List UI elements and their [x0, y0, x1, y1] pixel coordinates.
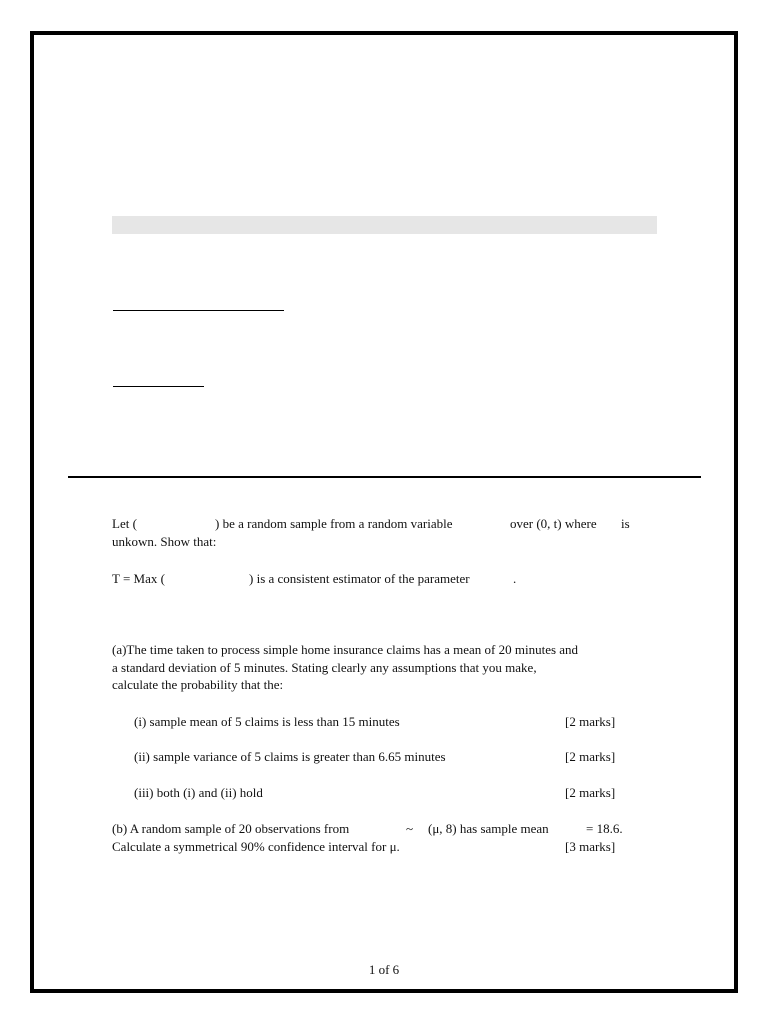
q2b-line1-tilde: ~	[406, 821, 414, 836]
q1-line2: unkown. Show that:	[112, 534, 217, 549]
section-divider	[68, 476, 701, 478]
q2a-part-iii: (iii) both (i) and (ii) hold	[134, 785, 263, 800]
q2a-part-ii: (ii) sample variance of 5 claims is greater than 6.65 minutes	[134, 749, 446, 764]
q2b-line1-end: = 18.6.	[586, 821, 623, 836]
q2a-line3: calculate the probability that the:	[112, 677, 284, 692]
q1-line3-middle: ) is a consistent estimator of the parameter	[249, 571, 470, 586]
q1-line1-interval: over (0, t) where	[510, 516, 597, 531]
q1-line1-middle: ) be a random sample from a random variable	[215, 516, 453, 531]
q2b-marks: [3 marks]	[565, 839, 616, 854]
q2b-line1-start: (b) A random sample of 20 observations from	[112, 821, 350, 836]
page-number: 1 of 6	[368, 962, 400, 977]
q1-line3-end: .	[513, 571, 517, 586]
header-shaded-bar	[112, 216, 657, 234]
underline-rule-short	[113, 386, 204, 387]
q2a-part-iii-marks: [2 marks]	[565, 785, 616, 800]
q2b-line2: Calculate a symmetrical 90% confidence interval for μ.	[112, 839, 400, 854]
q2a-part-i-marks: [2 marks]	[565, 714, 616, 729]
q2a-part-ii-marks: [2 marks]	[565, 749, 616, 764]
q1-line3-start: T = Max (	[112, 571, 165, 586]
q2b-line1-distribution: (μ, 8) has sample mean	[428, 821, 549, 836]
q2a-line2: a standard deviation of 5 minutes. Stating clearly any assumptions that you make,	[112, 660, 537, 675]
q1-line1-start: Let (	[112, 516, 137, 531]
q2a-line1: (a)The time taken to process simple home insurance claims has a mean of 20 minutes and	[112, 642, 579, 657]
q2a-part-i: (i) sample mean of 5 claims is less than 15 minutes	[134, 714, 400, 729]
underline-rule	[113, 310, 284, 311]
q1-line1-end: is	[621, 516, 630, 531]
